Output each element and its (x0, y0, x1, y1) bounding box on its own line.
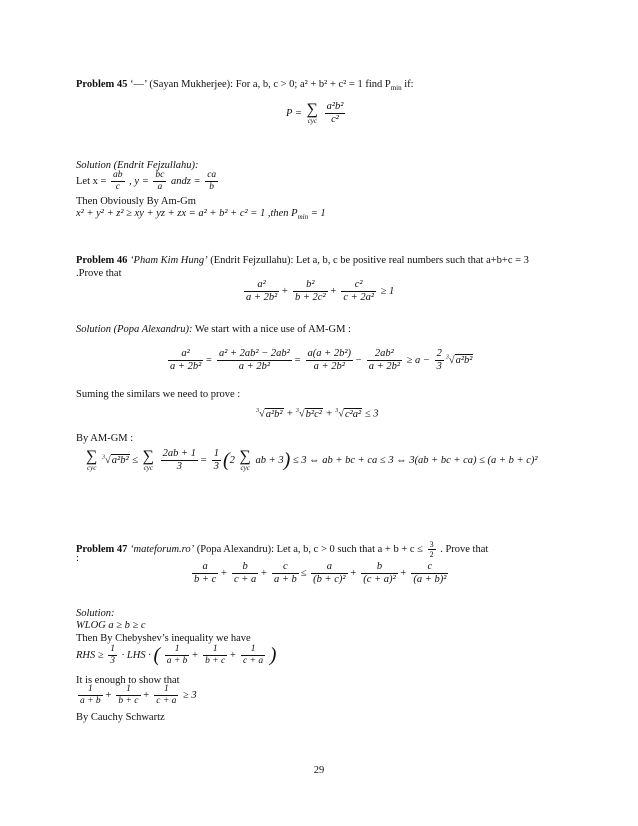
inequality-end: ≥ 3 (183, 689, 197, 701)
min-subscript: min (297, 213, 309, 222)
right-paren: ) (283, 449, 291, 472)
text-fragment: ab + 3 (255, 454, 284, 466)
sum-subscript: cyc (240, 464, 250, 473)
fraction (272, 561, 299, 586)
text-fragment: x² + y² + z² ≥ xy + yz + zx = a² + b² + c² = 1 ,then P (76, 208, 298, 219)
numerator: 1 (203, 644, 227, 656)
numerator: 2 (435, 348, 444, 361)
sum-symbol: ∑ cyc (306, 101, 318, 126)
page-number: 29 (313, 765, 325, 776)
denominator: 2 (429, 550, 434, 560)
denominator: 3 (213, 461, 219, 473)
denominator: (a + b)² (413, 574, 447, 586)
numerator: c (272, 561, 299, 574)
denominator: c + a (233, 574, 257, 586)
solution-line (76, 324, 351, 335)
prove-text: .Prove that (76, 268, 122, 279)
denominator: c² (331, 114, 339, 126)
let-text: Let x = (76, 175, 107, 187)
denominator: b + c (118, 695, 139, 706)
root-index: 3 (295, 408, 299, 414)
numerator: 1 (154, 684, 178, 696)
am-gm-chain: $\frac{\text{a²}}{\text{a + 2b²}}$ = $\frac{\text{a² + 2ab² − 2ab²}}{\text{a + 2b²}}$ = $\frac{\text{a(a + 2b²)}}{\text{a + 2b²}}$ − $\frac{\text{2ab²}}{\text{a + 2b²}}$ ≥ a − $\frac{2}{3}$ $^3$√a²b² (170, 348, 473, 373)
problem-source: ‘Pham Kim Hung’ (130, 255, 208, 266)
numerator: a (311, 561, 347, 574)
problem-label: Problem 46 (76, 255, 128, 266)
text-fragment: = 1 (308, 208, 326, 219)
denominator: a + b (273, 574, 297, 586)
fraction (108, 644, 117, 667)
denominator: a + b (80, 695, 101, 706)
left-paren: ( (222, 449, 230, 472)
denominator: a + b (166, 656, 188, 666)
sum-subscript: cyc (143, 464, 153, 473)
fraction (153, 170, 166, 193)
fraction (411, 561, 448, 586)
text-line: By Cauchy Schwartz (76, 712, 165, 723)
numerator: b (232, 561, 258, 574)
fraction (435, 348, 444, 373)
enough-inequality: $\frac{1}{a + b}$ + $\frac{1}{b + c}$ + $\frac{1}{c + a}$ ≥ 3 (80, 684, 197, 706)
numerator: bc (155, 170, 165, 180)
root-index: 3 (102, 454, 106, 461)
radicand: a²b² (265, 408, 283, 420)
problem-45-header (76, 79, 414, 92)
numerator: a² (244, 279, 279, 292)
fraction (361, 561, 397, 586)
text-fragment: · LHS · (121, 649, 151, 661)
fraction (232, 561, 258, 586)
numerator: a(a + 2b²) (306, 348, 353, 361)
problem-label: Problem 47 (76, 544, 128, 556)
text-fragment: ≤ 3 ⇔ ab + bc + ca ≤ 3 ⇔ 3(ab + bc + ca) ≤ (a + b + c)² (292, 454, 538, 466)
fraction (306, 348, 353, 373)
problem-47-inequality: $\frac{a}{b + c}$ + $\frac{b}{c + a}$ + $\frac{c}{a + b}$ ≤ $\frac{a}{\text{(b + c)²}}$ + $\frac{b}{\text{(c + a)²}}$ + $\frac{c}{\text{(a + b)²}}$ (194, 561, 447, 586)
problem-text-end: if: (401, 79, 414, 90)
numerator: 1 (212, 448, 221, 461)
numerator: 1 (116, 684, 140, 696)
problem-text: (Popa Alexandru): Let a, b, c > 0 such that a + b + c ≤ (194, 544, 423, 556)
numerator: 1 (78, 684, 103, 696)
numerator: 1 (110, 644, 116, 655)
fraction (341, 279, 376, 304)
denominator: 3 (436, 361, 442, 373)
denominator: c + a (156, 695, 177, 706)
numerator: c² (341, 279, 376, 292)
min-subscript: min (390, 84, 402, 93)
denominator: b + c (194, 574, 217, 586)
sum-subscript: cyc (87, 464, 97, 473)
denominator: a + 2b² (313, 361, 345, 373)
problem-46-inequality: $\frac{\text{a²}}{\text{a + 2b²}}$ + $\frac{\text{b²}}{\text{b + 2c²}}$ + $\frac{\text{c²}}{\text{c + 2a²}}$ ≥ 1 (246, 279, 395, 304)
root-index: 3 (256, 408, 259, 414)
chebyshev-line: RHS ≥ $\frac{1}{3}$ · LHS · ( $\frac{1}{a + b}$ + $\frac{1}{b + c}$ + $\frac{1}{c + a}$ ) (76, 644, 277, 666)
denominator: b (209, 181, 215, 192)
denominator: a + 2b² (170, 361, 202, 373)
denominator: c + a (243, 656, 264, 666)
sum-symbol: ∑ cyc (142, 448, 155, 473)
left-paren: ( (153, 644, 161, 666)
problem-45-formula (286, 101, 347, 126)
solution-title: Solution (Popa Alexandru): (76, 324, 193, 335)
radicand: c²a² (345, 408, 362, 420)
inequality-end: ≤ 3 (364, 408, 379, 420)
fraction (244, 279, 279, 304)
fraction (293, 279, 328, 304)
problem-46-header (76, 255, 529, 266)
text-fragment: RHS ≥ (76, 649, 104, 661)
fraction (241, 644, 265, 667)
denominator: a (157, 181, 163, 192)
fraction (367, 348, 402, 373)
denominator: a + 2b² (238, 361, 270, 373)
root-index: 3 (445, 354, 449, 361)
problem-label: Problem 45 (76, 79, 128, 90)
fraction (205, 170, 218, 193)
root-index: 3 (335, 408, 339, 414)
text-fragment: ≥ a − (406, 354, 430, 366)
solution-title: Solution (Endrit Fejzullahu): (76, 160, 199, 171)
fraction (78, 684, 103, 707)
fraction (217, 348, 292, 373)
denominator: a + 2b² (246, 292, 278, 304)
denominator: (c + a)² (363, 574, 396, 586)
numerator: a² + 2ab² − 2ab² (217, 348, 292, 361)
radicand: b²c² (305, 408, 322, 420)
problem-text: (Endrit Fejzullahu): Let a, b, c be positive real numbers such that a+b+c = 3 (207, 255, 529, 266)
inequality-end: ≥ 1 (380, 285, 395, 297)
numerator: 1 (241, 644, 265, 656)
numerator: 3 (429, 540, 434, 549)
numerator: 2ab + 1 (161, 448, 198, 461)
sum-symbol: ∑ cyc (239, 448, 251, 473)
denominator: (b + c)² (313, 574, 346, 586)
text-line: Then By Chebyshev’s inequality we have (76, 633, 251, 644)
sum-subscript: cyc (307, 117, 317, 126)
fraction (325, 101, 346, 126)
cube-root-sum: $^3$√a²b² + $^3$√b²c² + $^3$√c²a² ≤ 3 (256, 408, 379, 420)
numerator: 2ab² (367, 348, 402, 361)
fraction (212, 448, 221, 473)
denominator: c (115, 181, 120, 192)
radicand: a²b² (455, 354, 473, 366)
numerator: ab (113, 170, 123, 180)
let-text: , y = (129, 175, 149, 187)
problem-text: ‘—’ (Sayan Mukherjee): For a, b, c > 0; a² + b² + c² = 1 find P (130, 79, 391, 90)
fraction (116, 684, 140, 707)
problem-47-header (76, 540, 488, 559)
numerator: b² (293, 279, 328, 292)
solution-text: We start with a nice use of AM-GM : (192, 324, 351, 335)
denominator: b + 2c² (294, 292, 326, 304)
numerator: a² (168, 348, 203, 361)
denominator: b + c (205, 656, 226, 666)
text-line: Suming the similars we need to prove : (76, 389, 241, 400)
denominator: 3 (176, 461, 182, 473)
am-gm-sum-chain: ∑ cyc $^3$√a²b² ≤ ∑ cyc $\frac{2ab + 1}{3}$ = $\frac{1}{3}$ (2 ∑ cyc ab + 3) ≤ 3 ⇔ ab + bc + ca ≤ 3 ⇔ 3(ab + bc + ca) ≤ (a + b + c)² (86, 448, 538, 473)
text-line (76, 208, 326, 221)
fraction (428, 540, 436, 559)
fraction (154, 684, 178, 707)
fraction (161, 448, 198, 473)
fraction (168, 348, 203, 373)
numerator: 1 (165, 644, 190, 656)
sum-symbol: ∑ cyc (86, 448, 98, 473)
fraction (203, 644, 227, 667)
solution-title: Solution: (76, 608, 115, 619)
numerator: a (192, 561, 218, 574)
fraction (311, 561, 347, 586)
fraction (165, 644, 190, 667)
denominator: c + 2a² (343, 292, 374, 304)
problem-source: ‘mateforum.ro’ (130, 544, 195, 556)
text-line: By AM-GM : (76, 433, 134, 444)
fraction (111, 170, 125, 193)
let-line (76, 170, 220, 193)
numerator: c (411, 561, 448, 574)
text-line: Then Obviously By Am-Gm (76, 196, 196, 207)
text-line: It is enough to show that (76, 675, 180, 686)
text-line: WLOG a ≥ b ≥ c (76, 620, 146, 631)
denominator: a + 2b² (368, 361, 400, 373)
numerator: b (361, 561, 397, 574)
problem-text-end: . Prove that (440, 544, 489, 556)
colon-text: : (76, 553, 79, 564)
denominator: 3 (110, 656, 116, 666)
formula-lhs: P = (286, 107, 302, 119)
right-paren: ) (269, 644, 277, 666)
numerator: ca (207, 170, 217, 180)
let-text: andz = (171, 175, 201, 187)
numerator: a²b² (325, 101, 346, 114)
fraction (192, 561, 218, 586)
radicand: a²b² (111, 454, 129, 466)
